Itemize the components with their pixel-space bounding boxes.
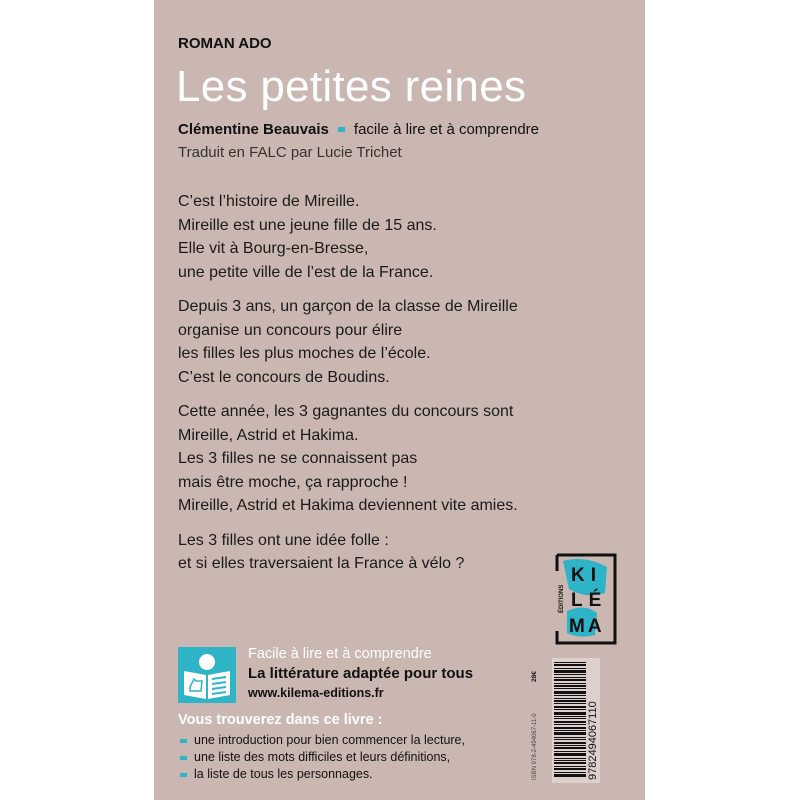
barcode-bar	[554, 695, 586, 696]
synopsis-line: Elle vit à Bourg-en-Bresse,	[178, 240, 369, 257]
synopsis-line: mais être moche, ça rapproche !	[178, 473, 408, 491]
barcode-bar	[554, 700, 586, 702]
barcode	[530, 658, 600, 783]
barcode-bar	[554, 753, 586, 756]
svg-text:KI: KI	[571, 565, 602, 586]
barcode-bar	[554, 664, 586, 666]
barcode-bar	[554, 721, 586, 723]
book-back-cover	[154, 0, 645, 800]
barcode-bar	[554, 668, 586, 669]
synopsis-line: Mireille, Astrid et Hakima.	[178, 426, 359, 444]
list-item: la liste de tous les personnages.	[178, 766, 465, 783]
barcode-bar	[554, 685, 586, 687]
translator-credit: Traduit en FALC par Lucie Trichet	[178, 144, 402, 161]
barcode-bar	[554, 677, 586, 678]
barcode-bar	[554, 762, 586, 764]
easy-read-logo-icon	[178, 647, 236, 703]
synopsis-line: C’est l’histoire de Mireille.	[178, 193, 360, 210]
barcode-bar	[554, 742, 586, 744]
barcode-bar	[554, 679, 586, 681]
barcode-bar	[554, 703, 586, 704]
synopsis-line: et si elles traversaient la France à vélo ?	[178, 555, 465, 572]
barcode-bar	[554, 683, 586, 684]
synopsis-line: Cette année, les 3 gagnantes du concours sont	[178, 403, 514, 420]
synopsis-line: Depuis 3 ans, un garçon de la classe de Mireille	[178, 298, 518, 315]
barcode-bar	[554, 712, 586, 715]
barcode-bar	[554, 691, 586, 694]
logo-editions-text: ÉDITIONS	[559, 584, 565, 613]
barcode-bar	[554, 724, 586, 725]
barcode-bar	[554, 688, 586, 689]
barcode-bar	[554, 718, 586, 719]
barcode-bar	[554, 739, 586, 740]
falc-slogan: La littérature adaptée pour tous	[248, 665, 474, 682]
barcode-bar	[554, 758, 586, 759]
barcode-bar	[554, 737, 586, 738]
author-name: Clémentine Beauvais	[178, 121, 329, 138]
svg-text:LÉ: LÉ	[571, 590, 608, 611]
list-item: une introduction pour bien commencer la lecture,	[178, 732, 465, 749]
barcode-bar	[554, 747, 586, 749]
barcode-bar	[554, 670, 586, 673]
barcode-bar	[554, 760, 586, 761]
square-bullet-icon	[338, 127, 345, 132]
barcode-bar	[554, 709, 586, 710]
synopsis-paragraph	[178, 295, 518, 389]
synopsis-line: C’est le concours de Boudins.	[178, 368, 390, 386]
contents-list	[178, 732, 465, 783]
series-label: ROMAN ADO	[178, 35, 272, 52]
list-item: une liste des mots difficiles et leurs définitions,	[178, 749, 465, 766]
falc-label: Facile à lire et à comprendre	[248, 646, 432, 662]
tagline: facile à lire et à comprendre	[353, 121, 539, 138]
book-title: Les petites reines	[176, 62, 527, 111]
barcode-bar	[554, 662, 586, 663]
barcode-bar	[554, 768, 586, 770]
barcode-bar	[554, 727, 586, 729]
synopsis-line: une petite ville de l’est de la France.	[178, 263, 434, 281]
synopsis-line: organise un concours pour élire	[178, 321, 403, 339]
kilema-logo	[555, 553, 617, 645]
author-line	[178, 121, 539, 138]
price-text: 28€	[531, 671, 538, 682]
barcode-bar	[554, 674, 586, 675]
synopsis-line: Les 3 filles ne se connaissent pas	[178, 450, 418, 467]
contents-heading: Vous trouverez dans ce livre :	[178, 712, 383, 728]
publisher-website: www.kilema-editions.fr	[248, 686, 384, 700]
synopsis-paragraph	[178, 529, 518, 576]
synopsis-paragraph	[178, 400, 518, 518]
svg-text:MA: MA	[569, 616, 605, 637]
synopsis-line: Mireille, Astrid et Hakima deviennent vite amies.	[178, 497, 518, 514]
barcode-number: 9782494067110	[587, 701, 599, 780]
synopsis-paragraph	[178, 190, 518, 284]
synopsis-line: les filles les plus moches de l’école.	[178, 345, 431, 362]
barcode-bar	[554, 766, 586, 767]
synopsis-line: Les 3 filles ont une idée folle :	[178, 531, 389, 549]
barcode-bar	[554, 732, 586, 735]
barcode-bar	[554, 751, 586, 752]
barcode-bar	[554, 716, 586, 717]
barcode-bar	[554, 772, 586, 773]
isbn-text: ISBN 978-2-494067-11-0	[532, 713, 538, 780]
synopsis-line: Mireille est une jeune fille de 15 ans.	[178, 216, 437, 234]
barcode-bar	[554, 730, 586, 731]
barcode-bar	[554, 774, 586, 777]
barcode-bar	[554, 698, 586, 699]
barcode-bar	[554, 745, 586, 746]
barcode-bar	[554, 706, 586, 708]
synopsis	[178, 190, 518, 587]
